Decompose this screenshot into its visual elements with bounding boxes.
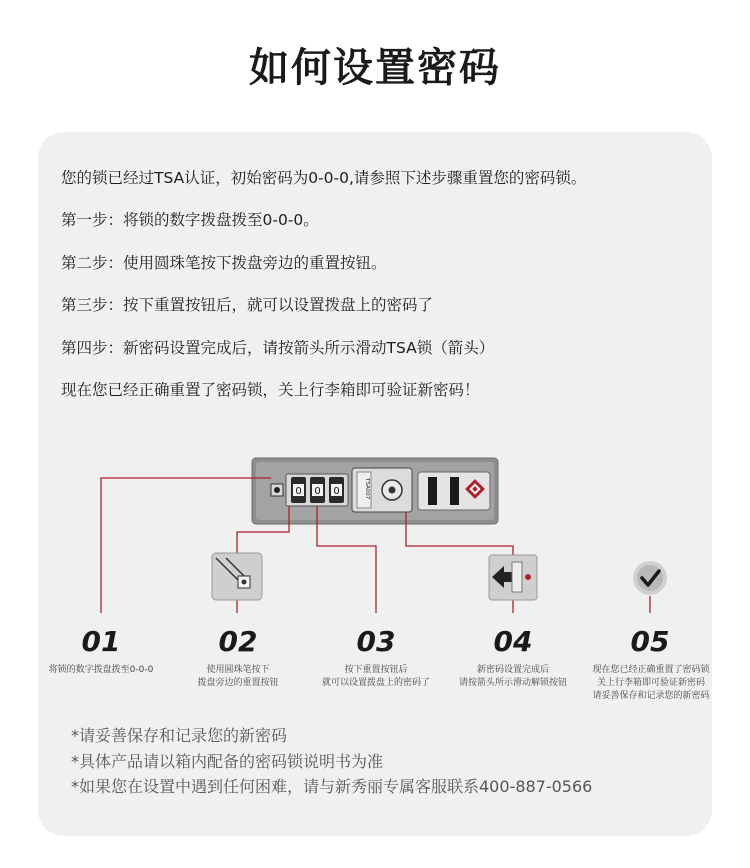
step-number-1: 01 [81, 625, 121, 658]
intro-line: 您的锁已经过TSA认证，初始密码为0-0-0,请参照下述步骤重置您的密码锁。 [61, 169, 587, 187]
dial-2 [310, 477, 325, 503]
step-number-2: 02 [218, 625, 258, 658]
keyhole [389, 487, 396, 494]
dial-3 [329, 477, 344, 503]
note-2: *具体产品请以箱内配备的密码锁说明书为准 [71, 752, 384, 771]
step-4-caption: 新密码设置完成后 请按箭头所示滑动解锁按钮 [458, 665, 567, 688]
slider-bar-left [428, 477, 437, 505]
pen-press-icon [212, 553, 262, 600]
step-2-text: 第二步：使用圆珠笔按下拨盘旁边的重置按钮。 [61, 254, 387, 272]
dial-1-digit: 0 [295, 486, 302, 497]
step-number-4: 04 [493, 625, 533, 658]
step-3-text: 第三步：按下重置按钮后，就可以设置拨盘上的密码了 [61, 296, 434, 314]
tsa-label: TSA007 [364, 478, 370, 500]
note-3: *如果您在设置中遇到任何困难，请与新秀丽专属客服联系400-887-0566 [71, 777, 593, 796]
step-1-caption: 将锁的数字拨盘拨至0-0-0 [48, 665, 154, 675]
step-number-3: 03 [356, 625, 396, 658]
dial-1 [291, 477, 306, 503]
check-icon [633, 561, 667, 595]
slider-bar-right [450, 477, 459, 505]
step-number-5: 05 [630, 625, 670, 658]
step-1-text: 第一步：将锁的数字拨盘拨至0-0-0。 [61, 211, 319, 229]
note-1: *请妥善保存和记录您的新密码 [71, 726, 288, 745]
step-5-caption: 现在您已经正确重置了密码锁 关上行李箱即可验证新密码 请妥善保存和记录您的新密码 [592, 665, 710, 701]
dial-3-digit: 0 [333, 486, 340, 497]
slide-arrow-icon [489, 555, 537, 600]
conclusion-text: 现在您已经正确重置了密码锁，关上行李箱即可验证新密码！ [61, 381, 480, 399]
page-title: 如何设置密码 [249, 45, 501, 91]
step-3-caption: 按下重置按钮后 就可以设置拨盘上的密码了 [321, 665, 430, 688]
dial-2-digit: 0 [314, 486, 321, 497]
step-4-text: 第四步：新密码设置完成后，请按箭头所示滑动TSA锁（箭头） [61, 339, 495, 357]
reset-button-hole [274, 487, 280, 493]
step-2-caption: 使用圆珠笔按下 拨盘旁边的重置按钮 [197, 665, 279, 688]
